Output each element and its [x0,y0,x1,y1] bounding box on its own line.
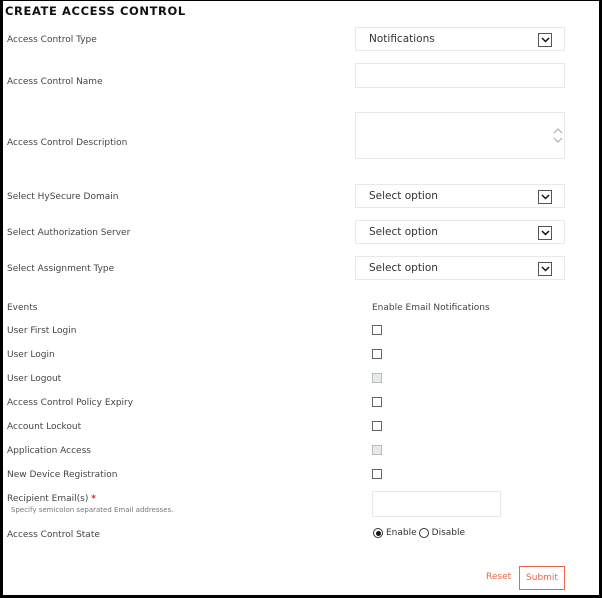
event-label-account-lockout: Account Lockout [7,422,82,432]
enable-email-notifications-header: Enable Email Notifications [372,303,490,313]
assignment-type-select[interactable] [355,256,565,280]
checkbox-application-access [372,445,382,455]
access-control-description-label: Access Control Description [7,138,128,148]
assignment-type-label: Select Assignment Type [7,264,115,274]
event-label-new-device-registration: New Device Registration [7,470,118,480]
recipient-emails-input[interactable] [372,491,501,517]
access-control-name-input[interactable] [355,63,565,88]
chevron-down-icon[interactable] [538,226,552,240]
submit-button[interactable]: Submit [519,566,565,590]
chevron-down-icon[interactable] [538,33,552,47]
hysecure-domain-value: Select option [369,190,438,202]
radio-enable[interactable] [373,528,383,538]
radio-disable-label[interactable]: Disable [431,528,466,538]
events-header: Events [7,303,38,313]
recipient-emails-hint: Specify semicolon separated Email addresses. [11,506,174,514]
checkbox-user-logout [372,373,382,383]
authorization-server-label: Select Authorization Server [7,228,131,238]
checkbox-new-device-registration[interactable] [372,469,382,479]
event-label-user-login: User Login [7,350,55,360]
access-control-state-label: Access Control State [7,530,100,540]
radio-enable-label[interactable]: Enable [386,528,417,538]
event-label-user-first-login: User First Login [7,326,77,336]
checkbox-access-control-policy-expiry[interactable] [372,397,382,407]
checkbox-user-first-login[interactable] [372,325,382,335]
access-control-state-radio-group [373,528,467,538]
access-control-description-textarea[interactable] [355,112,565,159]
authorization-server-select[interactable] [355,220,565,244]
access-control-name-label: Access Control Name [7,77,103,87]
authorization-server-value: Select option [369,226,438,238]
required-marker: * [91,494,96,504]
textarea-scrollbar[interactable] [552,113,564,158]
access-control-type-label: Access Control Type [7,35,97,45]
checkbox-user-login[interactable] [372,349,382,359]
recipient-emails-label-text: Recipient Email(s) [7,494,89,504]
scroll-down-icon[interactable] [553,137,563,143]
access-control-type-value: Notifications [369,33,435,45]
event-label-user-logout: User Logout [7,374,62,384]
radio-selected-dot [376,531,381,536]
event-label-access-control-policy-expiry: Access Control Policy Expiry [7,398,134,408]
assignment-type-value: Select option [369,262,438,274]
reset-button[interactable]: Reset [486,572,512,582]
hysecure-domain-select[interactable] [355,184,565,208]
page-title: CREATE ACCESS CONTROL [5,4,186,18]
scroll-up-icon[interactable] [553,128,563,134]
checkbox-account-lockout[interactable] [372,421,382,431]
recipient-emails-label [7,494,96,504]
chevron-down-icon[interactable] [538,262,552,276]
event-label-application-access: Application Access [7,446,91,456]
access-control-type-select[interactable] [355,27,565,51]
chevron-down-icon[interactable] [538,190,552,204]
hysecure-domain-label: Select HySecure Domain [7,192,119,202]
radio-disable[interactable] [419,528,429,538]
